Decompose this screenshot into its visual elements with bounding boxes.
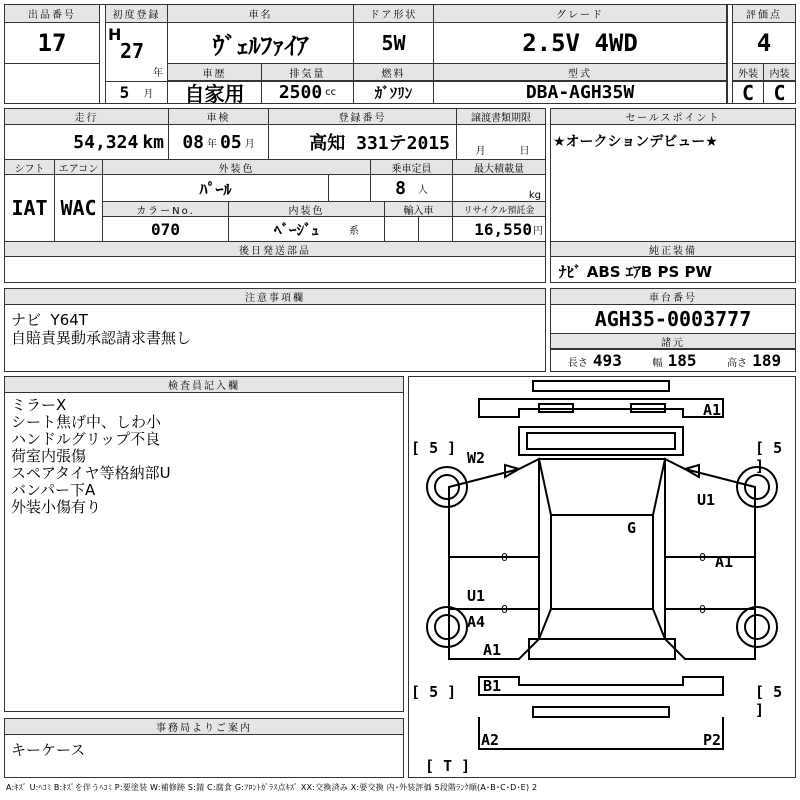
first-reg-month-cell xyxy=(106,81,168,103)
car-name-label: 車名 xyxy=(168,5,354,23)
damage-a1-front: A1 xyxy=(703,401,722,419)
notes-label: 注意事項欄 xyxy=(5,289,545,305)
rear-hatch xyxy=(529,639,675,659)
recycle-cell xyxy=(453,217,545,241)
first-reg-year: 27 xyxy=(120,39,145,63)
score-value: 4 xyxy=(756,29,772,57)
inspection-label: 車検 xyxy=(169,109,269,125)
transfer-cell xyxy=(457,125,545,159)
width-value: 185 xyxy=(667,351,697,370)
inspector-line: スペアタイヤ等格納部U xyxy=(11,464,171,482)
import-label: 輸入車 xyxy=(385,201,453,217)
roof-rail-top xyxy=(533,381,669,391)
chassis-number: AGH35-0003777 xyxy=(594,307,752,331)
zero-marker: 0 xyxy=(699,603,706,616)
office-box xyxy=(4,718,404,778)
left-body xyxy=(449,459,539,659)
tail-marker: [ T ] xyxy=(425,757,471,775)
chassis-box xyxy=(550,288,796,372)
zero-marker: 0 xyxy=(501,551,508,564)
inspector-lines xyxy=(11,397,171,516)
sales-point-label: セールスポイント xyxy=(551,109,795,125)
inspector-line: ハンドルグリップ不良 xyxy=(11,430,161,448)
max-load-unit: kg xyxy=(528,190,541,201)
later-parts-label: 後日発送部品 xyxy=(5,241,545,257)
ext-color-value: ﾊﾟｰﾙ xyxy=(103,175,329,201)
import-cell-a xyxy=(385,217,419,241)
int-color-value: ﾍﾞｰｼﾞｭ xyxy=(273,220,319,239)
dims-label: 諸元 xyxy=(551,333,795,349)
model-label: 型式 xyxy=(434,63,727,81)
int-color-cell xyxy=(229,217,385,241)
damage-w2: W2 xyxy=(467,449,486,467)
exterior-grade-label: 外装 xyxy=(733,63,764,81)
rear-bumper xyxy=(479,677,723,695)
rear-bar xyxy=(533,707,669,717)
inspector-line: シート焦げ中、しわ小 xyxy=(11,413,162,431)
shift-label: シフト xyxy=(5,159,55,175)
inspection-month: 05 xyxy=(220,131,242,153)
chassis-label: 車台番号 xyxy=(551,289,795,305)
tread-value: 5 xyxy=(773,683,783,701)
score-label: 評価点 xyxy=(733,5,795,23)
inspection-month-unit: 月 xyxy=(244,138,255,150)
length-value: 493 xyxy=(592,351,622,370)
length-label: 長さ xyxy=(567,358,588,369)
hood xyxy=(519,427,683,455)
rear-panel xyxy=(479,717,723,749)
history-value: 自家用 xyxy=(168,81,262,103)
import-cell-b xyxy=(419,217,453,241)
inspector-box xyxy=(4,376,404,712)
lot-label: 出品番号 xyxy=(5,5,100,23)
fuel-label: 燃料 xyxy=(354,63,434,81)
tread-value: 5 xyxy=(429,439,439,457)
damage-p2: P2 xyxy=(703,731,722,749)
max-load-cell xyxy=(453,175,545,201)
interior-grade-label: 内装 xyxy=(764,63,795,81)
damage-a1-right: A1 xyxy=(715,553,734,571)
height-label: 高さ xyxy=(727,358,748,369)
ext-color-blank xyxy=(329,175,371,201)
recycle-label: リサイクル預託金 xyxy=(453,201,545,217)
first-reg-era: H xyxy=(108,25,122,44)
mileage-cell xyxy=(5,125,169,159)
car-outline xyxy=(409,377,795,777)
color-no-label: カラーNo. xyxy=(103,201,229,217)
zero-marker: 0 xyxy=(501,603,508,616)
tread-rear-right: [ 5 ] xyxy=(755,683,783,719)
model-value: DBA-AGH35W xyxy=(434,81,727,103)
damage-a1-left: A1 xyxy=(483,641,502,659)
grade-label: グレード xyxy=(434,5,727,23)
inspector-line: 荷室内張傷 xyxy=(11,447,87,465)
door-label: ドア形状 xyxy=(354,5,434,23)
wheel-rear-right xyxy=(737,607,777,647)
inspector-line: ミラーX xyxy=(11,396,67,414)
capacity-cell xyxy=(371,175,453,201)
info-header-box xyxy=(4,4,796,104)
office-label: 事務局よりご案内 xyxy=(5,719,403,735)
capacity-label: 乗車定員 xyxy=(371,159,453,175)
genuine-label: 純正装備 xyxy=(551,241,795,257)
registration-value: 高知 331テ2015 xyxy=(269,125,457,159)
inspection-year-unit: 年 xyxy=(207,138,217,150)
later-parts-value xyxy=(5,257,545,282)
damage-a2: A2 xyxy=(481,731,500,749)
lot-number: 17 xyxy=(5,23,100,63)
notes-line-1: ナビ Y64T xyxy=(11,311,88,329)
zero-marker: 0 xyxy=(699,551,706,564)
first-reg-month-unit: 月 xyxy=(143,89,154,100)
sales-point-value: ★オークションデビュー★ xyxy=(553,134,718,150)
car-diagram xyxy=(408,376,796,778)
wheel-rear-left xyxy=(427,607,467,647)
door-type: 5W xyxy=(354,23,434,63)
mileage-value: 54,324 xyxy=(73,131,139,153)
lot-blank xyxy=(5,63,100,103)
front-bumper xyxy=(479,399,723,417)
genuine-value: ﾅﾋﾞ ABS ｴｱB PS PW xyxy=(559,263,713,281)
transfer-day-unit: 日 xyxy=(519,146,530,157)
color-no-value: 070 xyxy=(103,217,229,241)
first-reg-year-unit: 年 xyxy=(153,68,163,79)
capacity-value: 8 xyxy=(395,177,406,199)
ext-color-label: 外装色 xyxy=(103,159,371,175)
divider xyxy=(727,5,733,103)
interior-grade: C xyxy=(764,81,795,103)
recycle-value: 16,550 xyxy=(474,219,532,239)
car-name: ｳﾞｪﾙﾌｧｲｱ xyxy=(168,23,354,63)
office-value: キーケース xyxy=(11,741,86,759)
damage-u1-left: U1 xyxy=(467,587,486,605)
tread-rear-left: [ 5 ] xyxy=(411,683,457,701)
width-label: 幅 xyxy=(652,358,663,369)
tail-t: T xyxy=(443,757,453,775)
int-color-unit: 系 xyxy=(349,225,359,237)
displacement-label: 排気量 xyxy=(262,63,354,81)
mileage-label: 走行 xyxy=(5,109,169,125)
damage-b1: B1 xyxy=(483,677,502,695)
int-color-label: 内装色 xyxy=(229,201,385,217)
transfer-label: 譲渡書類期限 xyxy=(457,109,545,125)
displacement-unit: cc xyxy=(325,87,337,98)
inspector-label: 検査員記入欄 xyxy=(5,377,403,393)
tread-front-right: [ 5 ] xyxy=(755,439,783,475)
registration-label: 登録番号 xyxy=(269,109,457,125)
notes-box xyxy=(4,288,546,372)
transfer-month-unit: 月 xyxy=(475,146,486,157)
displacement-value: 2500 xyxy=(278,82,323,103)
inspector-line: バンパー下A xyxy=(11,481,96,499)
dims-row xyxy=(551,349,795,371)
tread-value: 5 xyxy=(429,683,439,701)
grade-value: 2.5V 4WD xyxy=(434,23,727,63)
exterior-grade: C xyxy=(733,81,764,103)
first-reg-label: 初度登録 xyxy=(106,5,168,23)
displacement-cell xyxy=(262,81,354,103)
legend: A:ｷｽﾞ U:ﾍｺﾐ B:ｷｽﾞを伴うﾍｺﾐ P:要塗装 W:補修跡 S:錆 C:腐食 G:ﾌﾛﾝﾄｶﾞﾗｽ点ｷｽﾞ XX:交換済み X:要交換 内･外装評価 5段階ﾗﾝｸ順(A･B･C･D･E) 2 xyxy=(6,783,538,792)
notes-line-2: 自賠責異動承認請求書無し xyxy=(11,329,192,347)
mileage-unit: km xyxy=(142,131,164,153)
first-reg-month: 5 xyxy=(119,83,130,102)
inspection-year: 08 xyxy=(182,131,204,153)
capacity-unit: 人 xyxy=(417,184,428,196)
history-label: 車歴 xyxy=(168,63,262,81)
recycle-unit: 円 xyxy=(533,225,543,237)
max-load-label: 最大積載量 xyxy=(453,159,545,175)
wheel-front-left xyxy=(427,467,467,507)
aircon-value: WAC xyxy=(55,175,103,241)
aircon-label: エアコン xyxy=(55,159,103,175)
roof xyxy=(551,515,653,609)
windshield xyxy=(539,459,665,515)
details-box xyxy=(4,108,546,283)
damage-a4: A4 xyxy=(467,613,486,631)
height-value: 189 xyxy=(752,351,782,370)
tread-front-left: [ 5 ] xyxy=(411,439,457,457)
shift-value: IAT xyxy=(5,175,55,241)
divider xyxy=(100,5,106,103)
sales-point-box xyxy=(550,108,796,283)
damage-g: G xyxy=(627,519,637,537)
first-reg-year-cell xyxy=(106,23,168,81)
tread-value: 5 xyxy=(773,439,783,457)
inspector-line: 外装小傷有り xyxy=(11,498,102,516)
hood-inner xyxy=(527,433,675,449)
inspection-cell xyxy=(169,125,269,159)
rear-window xyxy=(539,609,665,639)
fuel-value: ｶﾞｿﾘﾝ xyxy=(354,81,434,103)
right-body xyxy=(665,459,755,659)
damage-u1-right: U1 xyxy=(697,491,716,509)
